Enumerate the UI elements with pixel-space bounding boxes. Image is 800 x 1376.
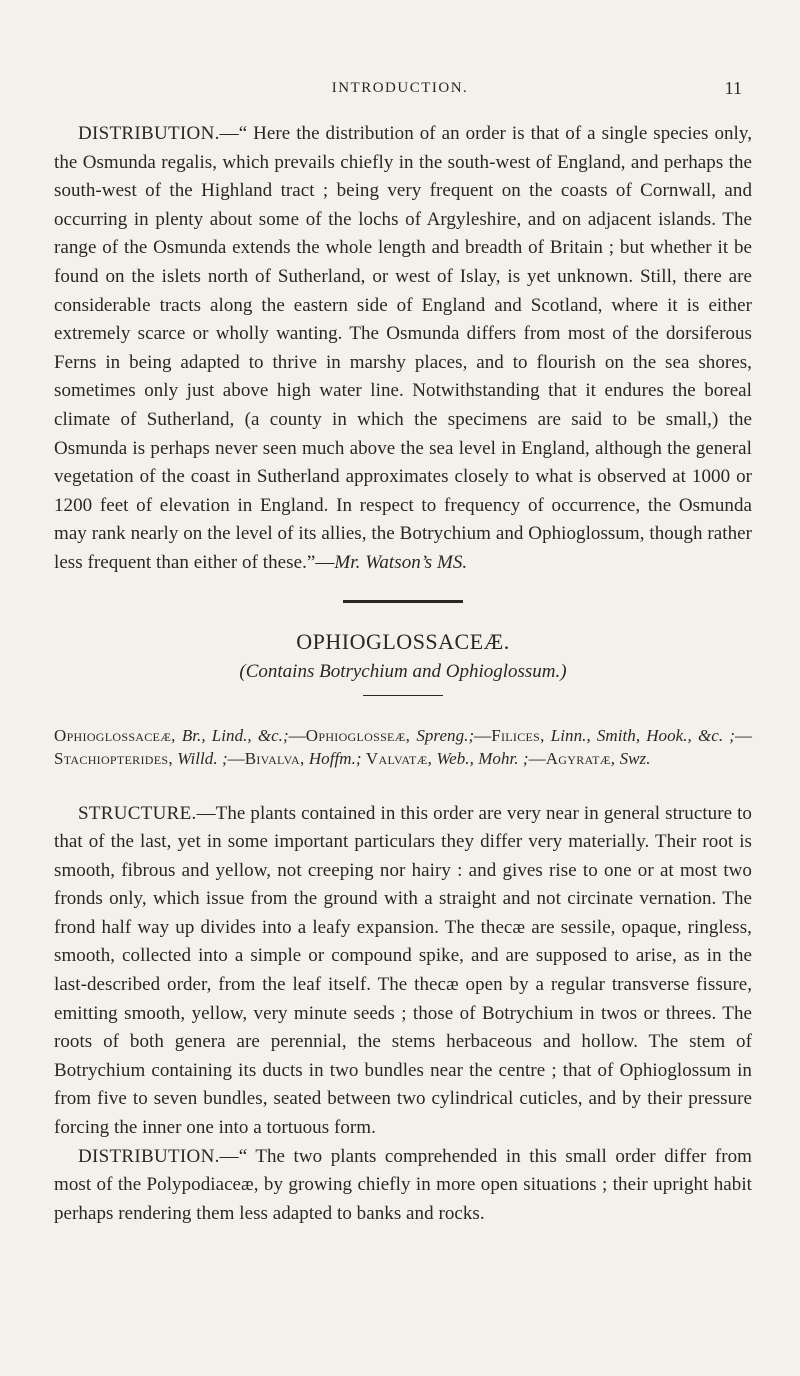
section-rule-thin — [363, 695, 443, 696]
page-body — [54, 120, 752, 1228]
synonymy-block — [54, 724, 752, 770]
synonym-separator: — — [227, 748, 245, 768]
synonym-name: Stachiopterides, — [54, 748, 173, 768]
synonym-separator: — — [528, 748, 546, 768]
synonym-name: Valvatæ, — [365, 748, 433, 768]
synonym-name: Bivalva, — [244, 748, 305, 768]
synonym-authority: Br., Lind., &c.; — [181, 725, 289, 745]
structure-paragraph — [54, 800, 752, 1143]
synonym-authority: Willd. ; — [177, 748, 228, 768]
section-rule-thick — [343, 600, 463, 603]
distribution-heading-1: DISTRIBUTION. — [78, 123, 220, 144]
synonym-separator: — — [288, 725, 306, 745]
running-title: INTRODUCTION. — [331, 80, 469, 96]
synonym-authority: Spreng.; — [416, 725, 475, 745]
synonym-separator: — — [474, 725, 492, 745]
distribution-text-2: —“ The two plants comprehended in this small order differ from most of the Polypodiaceæ, by growing chiefly in more open situations ; their upright habit perhaps rendering them less adapted to banks and rocks. — [54, 1145, 752, 1224]
synonym-separator: — — [734, 725, 752, 745]
synonym-name: Ophioglosseæ, — [305, 725, 411, 745]
distribution-source: Mr. Watson’s MS. — [334, 551, 468, 573]
distribution-paragraph-1 — [54, 120, 752, 578]
synonym-name: Agyratæ, — [545, 748, 616, 768]
synonym-name: Filices, — [491, 725, 545, 745]
synonym-authority: Web., Mohr. ; — [436, 748, 529, 768]
order-title: OPHIOGLOSSACEÆ. — [296, 628, 510, 654]
structure-text: —The plants contained in this order are very near in general structure to that of the last, yet in some important particulars they differ very materially. Their root is smooth, fibrous and yellow, not creeping nor hairy : and gives rise to one or at most two fronds only, which issue from the ground with a straight and not circinate vernation. The frond half way up divides into a leafy expansion. The thecæ are sessile, opaque, ringless, smooth, collected into a simple or compound spike, and are supposed to arise, as in the last-described order, from the leaf itself. The thecæ open by a regular transverse fissure, emitting smooth, yellow, very minute seeds ; those of Botrychium in twos or threes. The roots of both genera are perennial, the stems herbaceous and hollow. The stem of Botrychium containing its ducts in two bundles near the centre ; that of Ophioglossum in from five to seven bundles, seated between two cylindrical cuticles, and by their pressure forcing the inner one into a tortuous form. — [54, 802, 752, 1139]
synonymy-paragraph — [54, 724, 752, 770]
synonym-authority: Hoffm.; — [308, 748, 362, 768]
structure-heading: STRUCTURE. — [78, 802, 197, 824]
running-head — [0, 80, 800, 104]
distribution-text-1: —“ Here the distribution of an order is that of a single species only, the Osmunda regalis, which prevails chiefly in the south-west of England, and perhaps the south-west of the Highland tract ; being very frequent on the coasts of Cornwall, and occurring in plenty about some of the lochs of Argyleshire, and on adjacent islands. The range of the Osmunda extends the whole length and breadth of Britain ; but whether it be found on the islets north of Sutherland, or west of Islay, is yet unknown. Still, there are considerable tracts along the eastern side of England and Scotland, where it is either extremely scarce or wholly wanting. The Osmunda differs from most of the dorsiferous Ferns in being adapted to thrive in marshy places, and to flourish on the sea shores, sometimes only just above high water line. Notwithstanding that it endures the boreal climate of Sutherland, (a county in which the specimens are said to be small,) the Osmunda is perhaps never seen much above the sea level in England, although the general vegetation of the coast in Sutherland approximates closely to what is observed at 1000 or 1200 feet of elevation in England. In respect to frequency of occurrence, the Osmunda may rank nearly on the level of its allies, the Botrychium and Ophioglossum, though rather less frequent than either of these.”— — [54, 123, 752, 573]
page-number: 11 — [724, 78, 742, 98]
distribution-heading-2: DISTRIBUTION. — [78, 1145, 220, 1167]
synonym-authority: Swz. — [619, 748, 651, 768]
synonym-name: Ophioglossaceæ, — [54, 725, 176, 745]
distribution-paragraph-2 — [54, 1143, 752, 1229]
synonym-authority: Linn., Smith, Hook., &c. ; — [550, 725, 735, 745]
order-subtitle: (Contains Botrychium and Ophioglossum.) — [239, 660, 567, 682]
